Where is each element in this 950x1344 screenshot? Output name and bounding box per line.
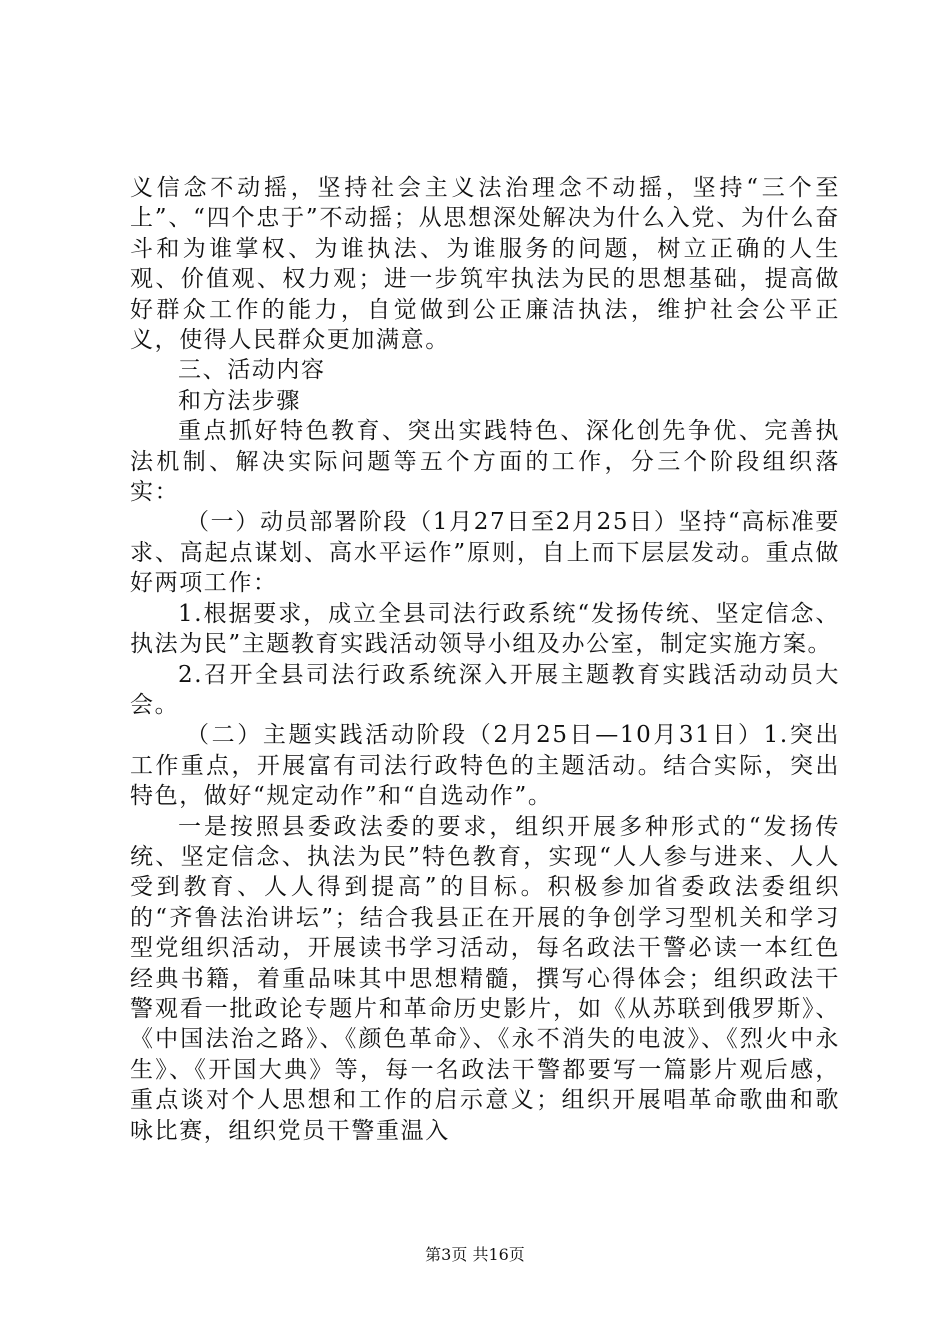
paragraph: （二）主题实践活动阶段（2月25日—10月31日）1.突出工作重点，开展富有司法行政特色的主题活动。结合实际，突出特色，做好“规定动作”和“自选动作”。 bbox=[130, 722, 840, 810]
list-item: 1.根据要求，成立全县司法行政系统“发扬传统、坚定信念、执法为民”主题教育实践活动领导小组及办公室，制定实施方案。 bbox=[130, 600, 840, 658]
paragraph: 一是按照县委政法委的要求，组织开展多种形式的“发扬传统、坚定信念、执法为民”特色教育，实现“人人参与进来、人人受到教育、人人得到提高”的目标。积极参加省委政法委组织的“齐鲁法治讲坛”；结合我县正在开展的争创学习型机关和学习型党组织活动，开展读书学习活动，每名政法干警必读一本红色经典书籍，着重品味其中思想精髓，撰写心得体会；组织政法干警观看一批政论专题片和革命历史影片，如《从苏联到俄罗斯》、《中国法治之路》、《颜色革命》、《永不消失的电波》、《烈火中永生》、《开国大典》等，每一名政法干警都要写一篇影片观后感，重点谈对个人思想和工作的启示意义；组织开展唱革命歌曲和歌咏比赛，组织党员干警重温入 bbox=[130, 813, 840, 1144]
section-heading-continued: 和方法步骤 bbox=[178, 387, 301, 414]
list-item: 2.召开全县司法行政系统深入开展主题教育实践活动动员大会。 bbox=[130, 661, 840, 718]
section-heading: 三、活动内容 bbox=[178, 357, 326, 384]
paragraph: 义信念不动摇，坚持社会主义法治理念不动摇，坚持“三个至上”、“四个忠于”不动摇；从思想深处解决为什么入党、为什么奋斗和为谁掌权、为谁执法、为谁服务的问题，树立正确的人生观、价值观、权力观；进一步筑牢执法为民的思想基础，提高做好群众工作的能力，自觉做到公正廉洁执法，维护社会公平正义，使得人民群众更加满意。 bbox=[130, 175, 840, 354]
page-number: 第3页 共16页 bbox=[425, 1245, 525, 1264]
paragraph: （一）动员部署阶段（1月27日至2月25日）坚持“高标准要求、高起点谋划、高水平运作”原则，自上而下层层发动。重点做好两项工作： bbox=[130, 509, 840, 597]
document-body bbox=[130, 173, 840, 1146]
paragraph: 重点抓好特色教育、突出实践特色、深化创先争优、完善执法机制、解决实际问题等五个方面的工作，分三个阶段组织落实： bbox=[130, 418, 840, 506]
